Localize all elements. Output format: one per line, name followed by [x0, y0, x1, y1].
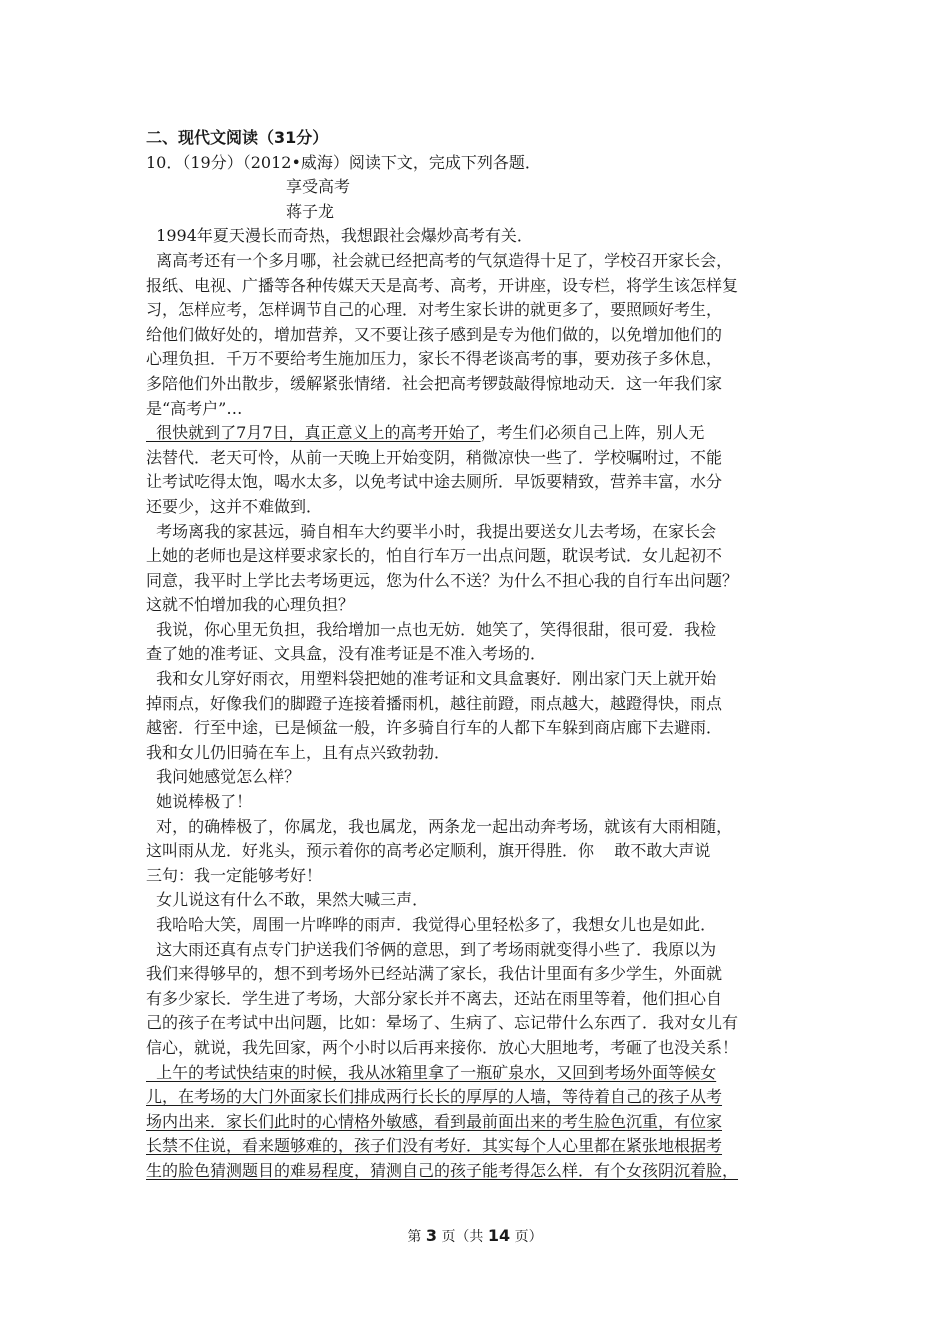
paragraph-line [146, 1036, 816, 1061]
paragraph-line [146, 765, 816, 790]
paragraph-line [146, 397, 816, 422]
paragraph-line [146, 569, 816, 594]
line-text: 我说，你心里无负担，我给增加一点也无妨．她笑了，笑得很甜，很可爱．我检 [146, 619, 717, 639]
line-text: 对，的确棒极了，你属龙，我也属龙，两条龙一起出动奔考场，就该有大雨相随， [146, 816, 733, 836]
line-text: 这就不怕增加我的心理负担？ [146, 595, 355, 615]
line-text: 法替代．老天可怜，从前一天晚上开始变阴，稍微凉快一些了．学校嘱咐过，不能 [146, 447, 723, 467]
paragraph [146, 938, 816, 1061]
underlined-text: 场内出来．家长们此时的心情格外敏感，看到最前面出来的考生脸色沉重，有位家 [146, 1111, 723, 1131]
underlined-text: 长禁不住说，看来题够难的，孩子们没有考好．其实每个人心里都在紧张地根据考 [146, 1136, 723, 1156]
article-paragraphs [146, 224, 816, 1183]
line-text: 我哈哈大笑，周围一片哗哗的雨声．我觉得心里轻松多了，我想女儿也是如此． [146, 915, 717, 934]
page-footer [0, 1226, 950, 1246]
paragraph [146, 815, 816, 889]
line-text: 同意，我平时上学比去考场更远，您为什么不送？为什么不担心我的自行车出问题？ [146, 570, 739, 590]
line-text: 有多少家长．学生进了考场，大部分家长并不离去，还站在雨里等着，他们担心自 [146, 988, 723, 1008]
paragraph-line [146, 1011, 816, 1036]
line-text: 信心，就说，我先回家，两个小时以后再来接你．放心大胆地考，考砸了也没关系！ [146, 1037, 739, 1057]
line-text: 这叫雨从龙．好兆头，预示着你的高考必定顺利，旗开得胜．你 敢不敢大声说 [146, 841, 711, 861]
line-text: 习，怎样应考，怎样调节自己的心理．对考生家长讲的就更多了，要照顾好考生， [146, 300, 723, 320]
line-text: 离高考还有一个多月哪，社会就已经把高考的气氛造得十足了，学校召开家长会， [146, 250, 733, 270]
paragraph-line [146, 839, 816, 864]
paragraph [146, 888, 816, 913]
underlined-text: 生的脸色猜测题目的难易程度，猜测自己的孩子能考得怎么样．有个女孩阴沉着脸， [146, 1160, 739, 1180]
line-text: 己的孩子在考试中出问题，比如：晕场了、生病了、忘记带什么东西了．我对女儿有 [146, 1013, 739, 1033]
paragraph [146, 913, 816, 938]
paragraph-line [146, 1134, 816, 1159]
line-text: 让考试吃得太饱，喝水太多，以免考试中途去厕所．早饭要精致，营养丰富，水分 [146, 472, 723, 492]
line-text: 1994年夏天漫长而奇热，我想跟社会爆炒高考有关． [146, 226, 533, 246]
paragraph-line [146, 1061, 816, 1086]
paragraph-line [146, 520, 816, 545]
line-text: 掉雨点，好像我们的脚蹬子连接着播雨机，越往前蹬，雨点越大，越蹬得快，雨点 [146, 693, 723, 713]
line-text: 女儿说这有什么不敢，果然大喊三声． [146, 890, 429, 910]
paragraph [146, 249, 816, 421]
line-text: 还要少，这并不难做到． [146, 496, 323, 516]
line-text: 多陪他们外出散步，缓解紧张情绪．社会把高考锣鼓敲得惊地动天．这一年我们家 [146, 373, 723, 393]
article-title: 享受高考 [286, 177, 351, 197]
underlined-text: 儿，在考场的大门外面家长们排成两行长长的厚厚的人墙，等待着自己的孩子从考 [146, 1087, 723, 1107]
line-text: 报纸、电视、广播等各种传媒天天是高考、高考，开讲座，设专栏，将学生该怎样复 [146, 275, 739, 295]
paragraph-line [146, 1159, 816, 1184]
paragraph-line [146, 692, 816, 717]
paragraph [146, 618, 816, 667]
underlined-text: 上午的考试快结束的时候，我从冰箱里拿了一瓶矿泉水，又回到考场外面等候女 [146, 1062, 717, 1082]
paragraph-line [146, 249, 816, 274]
paragraph-line [146, 495, 816, 520]
paragraph-line [146, 741, 816, 766]
line-text: ，考生们必须自己上阵，别人无 [480, 423, 705, 443]
article-author: 蒋子龙 [286, 201, 335, 221]
paragraph-line [146, 593, 816, 618]
line-text: 上她的老师也是这样要求家长的，怕自行车万一出点问题，耽误考试．女儿起初不 [146, 546, 723, 566]
paragraph-line [146, 642, 816, 667]
paragraph [146, 520, 816, 618]
line-text: 三句：我一定能够考好！ [146, 865, 323, 885]
paragraph-line [146, 446, 816, 471]
paragraph-line [146, 470, 816, 495]
paragraph [146, 667, 816, 765]
footer-total-pages: 14 [487, 1226, 511, 1245]
line-text: 给他们做好处的，增加营养，又不要让孩子感到是专为他们做的，以免增加他们的 [146, 324, 723, 344]
paragraph-line [146, 962, 816, 987]
paragraph-line [146, 888, 816, 913]
paragraph-line [146, 1110, 816, 1135]
line-text: 我和女儿仍旧骑在车上，且有点兴致勃勃． [146, 742, 451, 762]
paragraph-line [146, 667, 816, 692]
paragraph-line [146, 274, 816, 299]
paragraph-line [146, 421, 816, 446]
paragraph-line [146, 815, 816, 840]
line-text: 我问她感觉怎么样？ [146, 767, 301, 787]
footer-middle: 页（共 [441, 1229, 484, 1245]
footer-prefix: 第 [407, 1229, 422, 1245]
paragraph [146, 1061, 816, 1184]
line-text: 这大雨还真有点专门护送我们爷俩的意思，到了考场雨就变得小些了．我原以为 [146, 939, 717, 959]
paragraph-line [146, 224, 816, 249]
paragraph-line [146, 913, 816, 938]
paragraph-line [146, 347, 816, 372]
line-text: 她说棒极了！ [146, 792, 253, 812]
paragraph [146, 224, 816, 249]
paragraph-line [146, 987, 816, 1012]
footer-suffix: 页） [514, 1229, 543, 1245]
paragraph [146, 421, 816, 519]
paragraph-line [146, 938, 816, 963]
line-text: 我们来得够早的，想不到考场外已经站满了家长，我估计里面有多少学生，外面就 [146, 964, 723, 984]
document-body [146, 126, 816, 1184]
paragraph [146, 765, 816, 790]
paragraph-line [146, 790, 816, 815]
paragraph [146, 790, 816, 815]
line-text: 查了她的准考证、文具盒，没有准考证是不准入考场的． [146, 644, 547, 664]
underlined-text: 很快就到了7月7日，真正意义上的高考开始了 [146, 423, 481, 443]
paragraph-line [146, 1085, 816, 1110]
section-title: 二、现代文阅读（31分） [146, 128, 329, 147]
paragraph-line [146, 716, 816, 741]
line-text: 考场离我的家甚远，骑自相车大约要半小时，我提出要送女儿去考场，在家长会 [146, 521, 717, 541]
line-text: 心理负担．千万不要给考生施加压力，家长不得老谈高考的事，要劝孩子多休息， [146, 349, 723, 369]
footer-page-number: 3 [425, 1226, 437, 1245]
paragraph-line [146, 298, 816, 323]
paragraph-line [146, 864, 816, 889]
line-text: 是“高考户”… [146, 398, 243, 418]
line-text: 我和女儿穿好雨衣，用塑料袋把她的准考证和文具盒裹好．刚出家门天上就开始 [146, 669, 717, 689]
paragraph-line [146, 618, 816, 643]
paragraph-line [146, 544, 816, 569]
line-text: 越密．行至中途，已是倾盆一般，许多骑自行车的人都下车躲到商店廊下去避雨． [146, 718, 723, 738]
paragraph-line [146, 323, 816, 348]
question-header: 10．（19分）（2012•威海）阅读下文，完成下列各题． [146, 152, 541, 172]
paragraph-line [146, 372, 816, 397]
